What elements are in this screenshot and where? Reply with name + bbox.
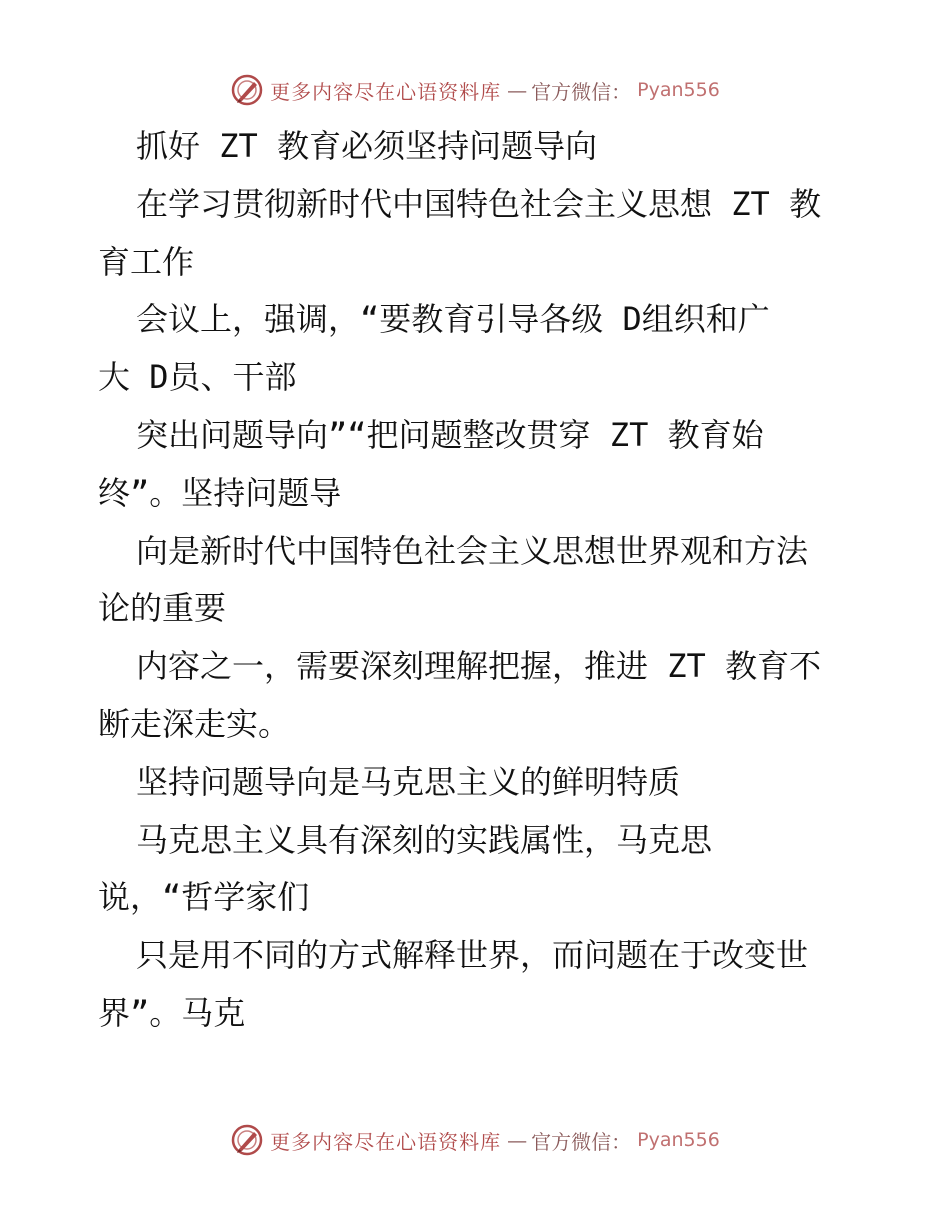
watermark-dash: — <box>507 1128 526 1152</box>
document-body <box>98 118 858 1043</box>
pen-logo-icon <box>230 73 264 107</box>
text-line: 终”。坚持问题导 <box>98 473 342 512</box>
watermark-id: Pyan556 <box>637 1129 720 1151</box>
text-line: 育工作 <box>98 242 195 281</box>
text-line: 向是新时代中国特色社会主义思想世界观和方法 <box>136 531 809 570</box>
watermark-brand: 更多内容尽在心语资料库 <box>270 1129 502 1154</box>
text-line: 论的重要 <box>98 589 227 628</box>
text-line: 突出问题导向”“把问题整改贯穿 ZT 教育始 <box>136 415 764 454</box>
text-line: 说，“哲学家们 <box>98 878 310 917</box>
text-line: 会议上，强调，“要教育引导各级 D组织和广 <box>136 300 770 339</box>
text-line: 界”。马克 <box>98 993 246 1032</box>
watermark-label: 官方微信： <box>531 1129 632 1154</box>
pen-logo-icon <box>230 1123 264 1157</box>
footer-watermark <box>0 1120 950 1160</box>
text-line: 马克思主义具有深刻的实践属性，马克思 <box>136 820 713 859</box>
text-line: 只是用不同的方式解释世界，而问题在于改变世 <box>136 936 809 975</box>
header-watermark <box>0 70 950 110</box>
paragraph-title: 抓好 ZT 教育必须坚持问题导向 <box>136 127 598 165</box>
watermark-brand: 更多内容尽在心语资料库 <box>270 79 502 104</box>
text-line: 断走深走实。 <box>98 704 291 743</box>
watermark-dash: — <box>507 78 526 102</box>
text-line: 内容之一，需要深刻理解把握，推进 ZT 教育不 <box>136 647 822 686</box>
text-line: 在学习贯彻新时代中国特色社会主义思想 ZT 教 <box>136 184 822 223</box>
section-heading: 坚持问题导向是马克思主义的鲜明特质 <box>136 762 681 801</box>
text-line: 大 D员、干部 <box>98 358 297 397</box>
watermark-label: 官方微信： <box>531 79 632 104</box>
watermark-id: Pyan556 <box>637 79 720 101</box>
